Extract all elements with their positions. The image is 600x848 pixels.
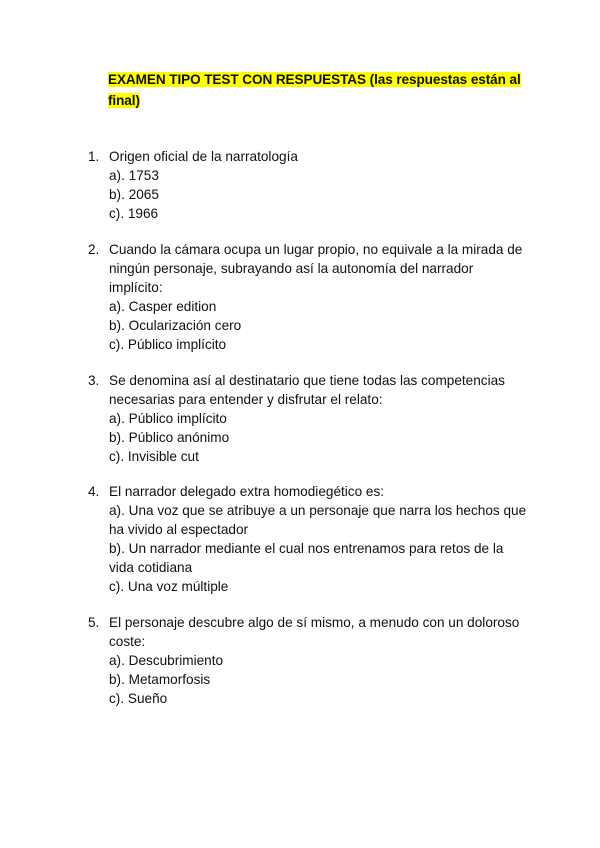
question-number: 2. [88, 242, 100, 257]
question-number: 1. [88, 149, 100, 164]
option-c: c). Sueño [109, 691, 168, 706]
option-b: b). Un narrador mediante el cual nos entrenamos para retos de la vida cotidiana [109, 541, 504, 575]
option-a: a). Descubrimiento [109, 653, 224, 668]
question-body [109, 613, 528, 708]
question-stem: Se denomina así al destinatario que tiene todas las competencias necesarias para entender y disfrutar el relato: [109, 373, 505, 407]
question-number: 3. [88, 373, 100, 388]
option-b: b). Metamorfosis [109, 672, 211, 687]
question-body [109, 147, 528, 223]
option-c: c). 1966 [109, 206, 159, 221]
question-4 [88, 482, 528, 596]
option-c: c). Público implícito [109, 337, 227, 352]
question-5 [88, 613, 528, 708]
question-body [109, 240, 528, 354]
question-stem: El personaje descubre algo de sí mismo, a menudo con un doloroso coste: [109, 615, 520, 649]
exam-title [108, 69, 538, 111]
option-c: c). Invisible cut [109, 449, 199, 464]
option-a: a). Casper edition [109, 299, 217, 314]
question-stem: Origen oficial de la narratología [109, 149, 298, 164]
option-b: b). Ocularización cero [109, 318, 242, 333]
question-number: 5. [88, 615, 100, 630]
option-b: b). 2065 [109, 187, 159, 202]
question-body [109, 371, 528, 466]
question-stem: Cuando la cámara ocupa un lugar propio, no equivale a la mirada de ningún personaje, subrayando así la autonomía del narrador implícito: [109, 242, 523, 295]
option-a: a). 1753 [109, 168, 159, 183]
question-number: 4. [88, 484, 100, 499]
exam-title-text: EXAMEN TIPO TEST CON RESPUESTAS (las respuestas están al final) [108, 72, 521, 108]
question-1 [88, 147, 528, 223]
option-b: b). Público anónimo [109, 430, 230, 445]
question-body [109, 482, 528, 596]
option-c: c). Una voz múltiple [109, 579, 229, 594]
option-a: a). Público implícito [109, 411, 227, 426]
option-a: a). Una voz que se atribuye a un personaje que narra los hechos que ha vivido al espectador [109, 503, 527, 537]
question-3 [88, 371, 528, 466]
question-2 [88, 240, 528, 354]
question-stem: El narrador delegado extra homodiegético es: [109, 484, 385, 499]
